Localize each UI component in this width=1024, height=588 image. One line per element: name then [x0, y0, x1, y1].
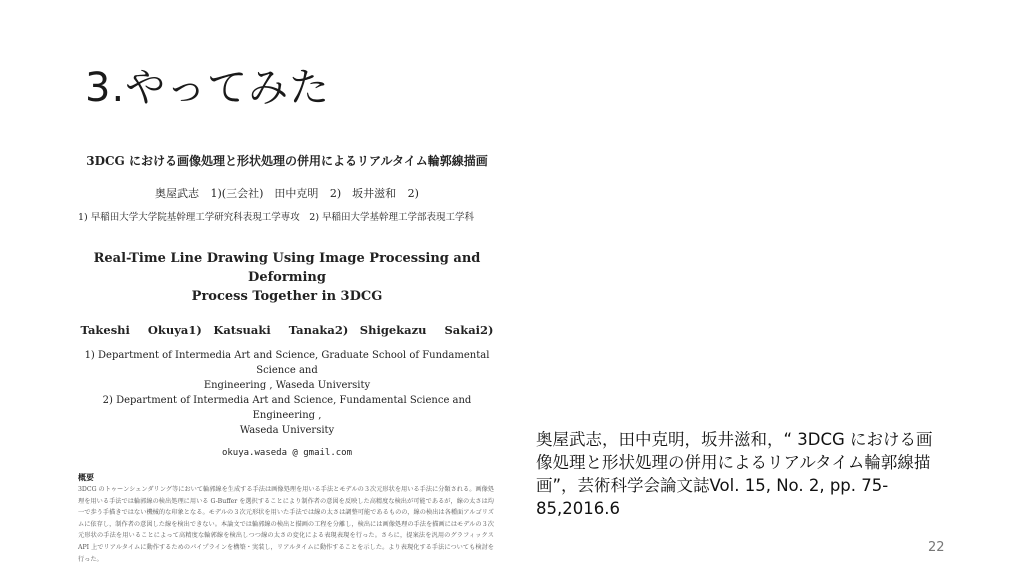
paper-en-affil-line4: Waseda University	[239, 425, 335, 436]
paper-en-title-line1: Real-Time Line Drawing Using Image Processing and Deforming	[93, 251, 481, 285]
paper-jp-authors: 奥屋武志 1)(三会社) 田中克明 2) 坂井滋和 2)	[155, 187, 419, 200]
paper-en-affil-line3: 2) Department of Intermedia Art and Science, Fundamental Science and Engineering ,	[102, 395, 472, 421]
slide-title: 3.やってみた	[85, 65, 331, 111]
paper-abstract-heading: 概要	[78, 472, 94, 482]
paper-en-title	[72, 249, 502, 306]
paper-abstract-body: 3DCG のトゥーンシェンダリング等において輪郭線を生成する手法は画像処理を用いる手法とモデルの３次元形状を用いる手法に分類される。画像処理を用いる手法では輪郭線の検出処理に用いる G-Buffer を選択することにより制作者の意図を反映した高精度な検出が可能であるが，線の太さは均一で歩う手描きではない機械的な印象となる。モデルの３次元形状を用いた手法では線の太さは調整可能であるものの，線の検出は各種面アルゴリズムに依存し，制作者の意図した線を検出できない。本論文では輪郭線の検出と描画の工程を分離し，検出には画像処理の手法を描画にはモデルの３次元形状の手法を用いることによって高精度な輪郭線を検出しつつ線の太さの変化による表現表現を行った。さらに，提案法を汎用のグラフィックス API 上でリアルタイムに動作するためのパイプラインを構築・実装し，リアルタイムに動作することを示した。より表現化する手法についても検討を行った。	[78, 486, 494, 563]
page-number: 22	[928, 540, 945, 555]
paper-en-authors: Takeshi Okuya1) Katsuaki Tanaka2) Shigekazu Sakai2)	[80, 323, 494, 337]
paper-en-affiliations	[72, 348, 502, 438]
paper-en-title-line2: Process Together in 3DCG	[191, 289, 383, 304]
paper-excerpt-image	[72, 150, 502, 563]
paper-email: okuya.waseda @ gmail.com	[221, 448, 353, 458]
paper-en-affil-line1: 1) Department of Intermedia Art and Science, Graduate School of Fundamental Science and	[84, 350, 490, 376]
paper-jp-title: 3DCG における画像処理と形状処理の併用によるリアルタイム輪郭線描画	[86, 154, 488, 168]
paper-jp-affiliations: 1) 早稲田大学大学院基幹理工学研究科表現工学専攻 2) 早稲田大学基幹理工学部表現工学科	[78, 212, 475, 223]
citation-text: 奥屋武志，田中克明，坂井滋和，“ 3DCG における画像処理と形状処理の併用によるリアルタイム輪郭線描画”，芸術科学会論文誌Vol. 15, No. 2, pp. 75-85,2016.6	[536, 430, 933, 518]
paper-en-affil-line2: Engineering , Waseda University	[203, 380, 371, 391]
